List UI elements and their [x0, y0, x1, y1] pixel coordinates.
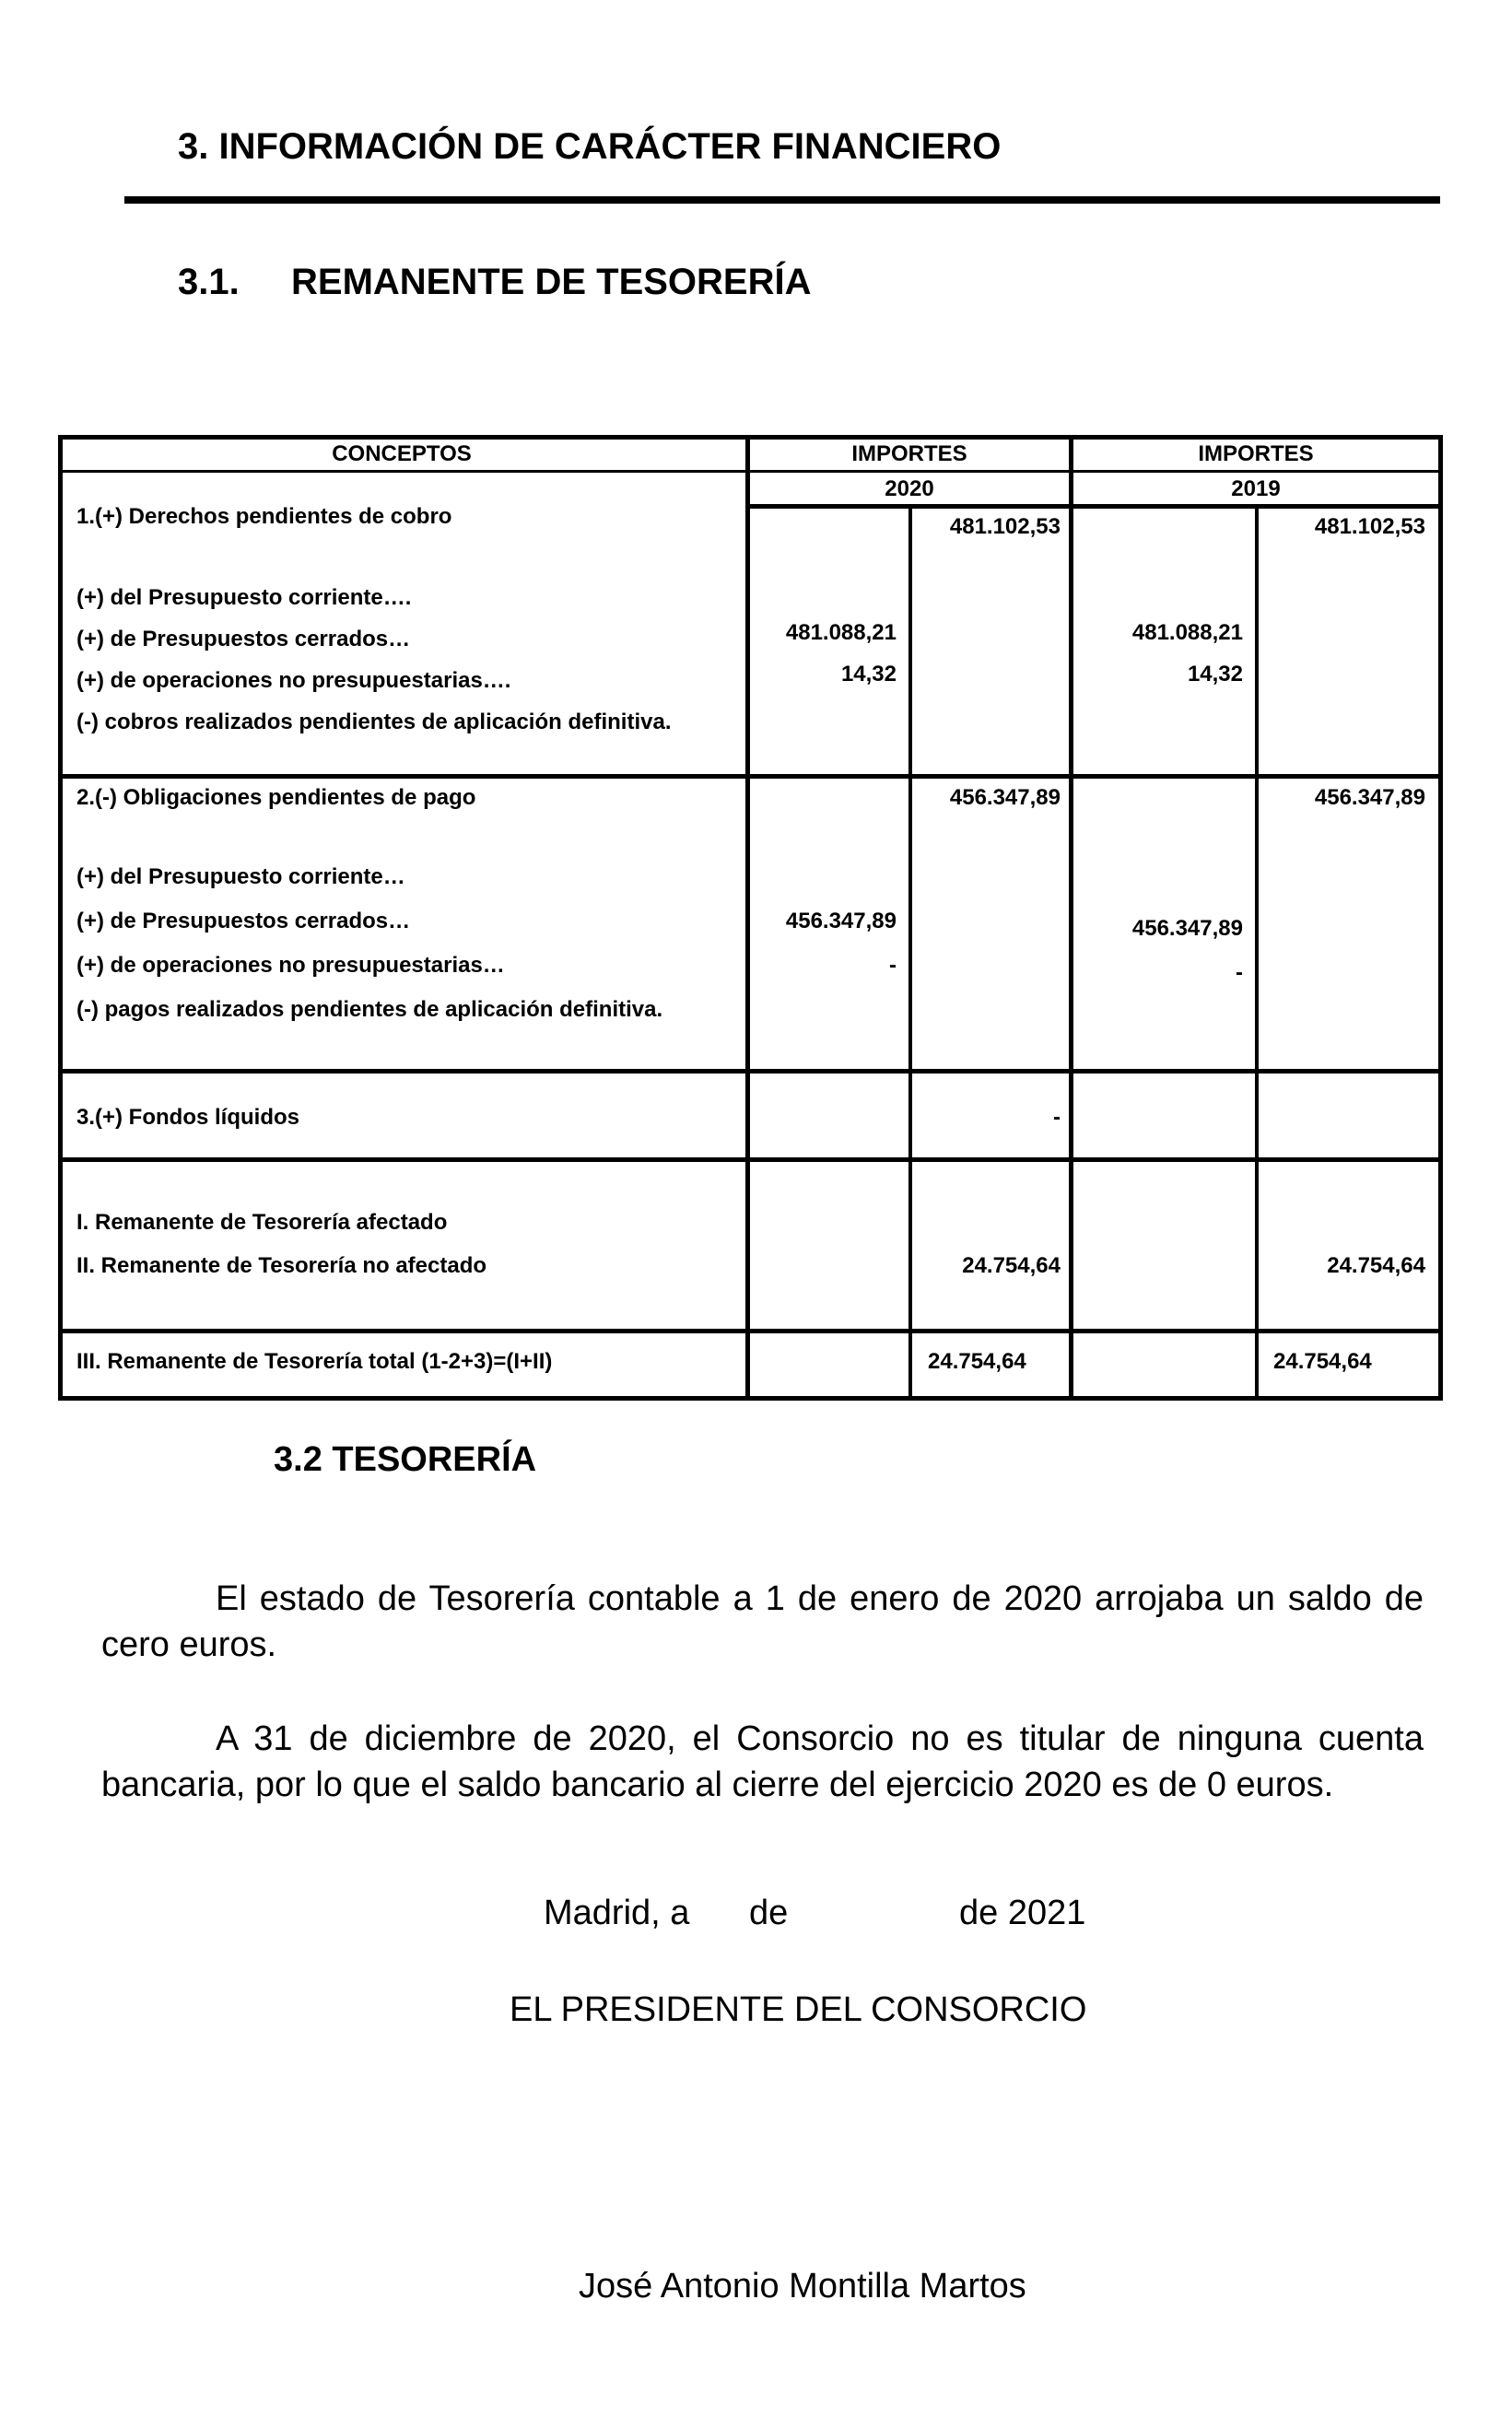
block3-total-2020: - — [1053, 1105, 1061, 1130]
block1-total-2020: 481.102,53 — [949, 514, 1061, 539]
header-year-2019: 2019 — [1231, 476, 1281, 501]
block2-closed-2019: 456.347,89 — [1131, 916, 1243, 941]
block-separator-4 — [58, 1329, 1443, 1333]
block1-title: 1.(+) Derechos pendientes de cobro — [76, 504, 452, 529]
header-importes-2020: IMPORTES — [851, 441, 967, 466]
block1-item-closed: (+) de Presupuestos cerrados… — [76, 627, 411, 651]
block4-not-affected-2019: 24.754,64 — [1327, 1253, 1425, 1278]
block4-not-affected-2020: 24.754,64 — [962, 1253, 1061, 1278]
block1-closed-2020: 481.088,21 — [785, 620, 897, 645]
treasury-heading: 3.2 TESORERÍA — [274, 1440, 537, 1479]
block1-closed-2019: 481.088,21 — [1131, 620, 1243, 645]
block4-affected: I. Remanente de Tesorería afectado — [76, 1210, 448, 1235]
block-separator-2 — [58, 1069, 1443, 1074]
signature-place: Madrid, a — [544, 1894, 690, 1932]
block1-total-2019: 481.102,53 — [1314, 514, 1425, 539]
table-border-bottom — [58, 1396, 1443, 1401]
header-line-2 — [745, 504, 1443, 509]
block4-not-affected: II. Remanente de Tesorería no afectado — [76, 1253, 487, 1278]
block2-total-2020: 456.347,89 — [949, 785, 1061, 810]
signature-role: EL PRESIDENTE DEL CONSORCIO — [510, 1990, 1087, 2029]
block2-item-current: (+) del Presupuesto corriente… — [76, 864, 405, 889]
subsection-title: REMANENTE DE TESORERÍA — [291, 262, 812, 302]
table-border-left — [58, 435, 63, 1401]
section-heading — [178, 126, 1001, 168]
subsection-heading — [178, 262, 812, 303]
section-title: INFORMACIÓN DE CARÁCTER FINANCIERO — [218, 126, 1002, 167]
header-year-2020: 2020 — [885, 476, 934, 501]
header-importes-2019: IMPORTES — [1198, 441, 1314, 466]
block5-title: III. Remanente de Tesorería total (1-2+3)=(I+II) — [76, 1349, 553, 1374]
subsection-number: 3.1. — [178, 262, 240, 302]
signature-name: José Antonio Montilla Martos — [579, 2267, 1026, 2306]
remanente-table — [58, 435, 1443, 1401]
heading-rule — [124, 196, 1440, 204]
block1-item-nonbudget: (+) de operaciones no presupuestarias…. — [76, 668, 511, 693]
table-border-right — [1438, 435, 1443, 1401]
block2-item-pending: (-) pagos realizados pendientes de aplicación definitiva. — [76, 997, 663, 1022]
block-separator-3 — [58, 1157, 1443, 1162]
block2-nonbudget-2019: - — [1236, 960, 1243, 985]
block1-item-pending: (-) cobros realizados pendientes de aplicación definitiva. — [76, 710, 672, 734]
block2-item-nonbudget: (+) de operaciones no presupuestarias… — [76, 953, 505, 978]
signature-de-1: de — [749, 1894, 789, 1932]
block3-title: 3.(+) Fondos líquidos — [76, 1105, 299, 1130]
treasury-paragraph-1: El estado de Tesorería contable a 1 de enero de 2020 arrojaba un saldo de cero euros. — [101, 1579, 1424, 1664]
signature-de-2: de 2021 — [959, 1894, 1086, 1932]
header-line-1 — [58, 470, 1443, 473]
block5-total-2019: 24.754,64 — [1273, 1349, 1372, 1374]
header-concepts: CONCEPTOS — [332, 441, 472, 466]
block2-nonbudget-2020: - — [889, 953, 897, 978]
treasury-paragraph-2: A 31 de diciembre de 2020, el Consorcio no es titular de ninguna cuenta bancaria, por lo que el saldo bancario al cierre del ejercicio 2020 es de 0 euros. — [101, 1719, 1424, 1804]
section-number: 3. — [178, 126, 209, 167]
table-border-top — [58, 435, 1443, 440]
block2-total-2019: 456.347,89 — [1314, 785, 1425, 810]
block5-total-2020: 24.754,64 — [928, 1349, 1026, 1374]
block-separator-1 — [58, 774, 1443, 779]
block1-item-current: (+) del Presupuesto corriente…. — [76, 585, 412, 610]
block1-nonbudget-2019: 14,32 — [1187, 662, 1243, 686]
block2-title: 2.(-) Obligaciones pendientes de pago — [76, 785, 476, 810]
block1-nonbudget-2020: 14,32 — [840, 662, 897, 686]
block2-item-closed: (+) de Presupuestos cerrados… — [76, 909, 411, 933]
block2-closed-2020: 456.347,89 — [785, 909, 897, 933]
